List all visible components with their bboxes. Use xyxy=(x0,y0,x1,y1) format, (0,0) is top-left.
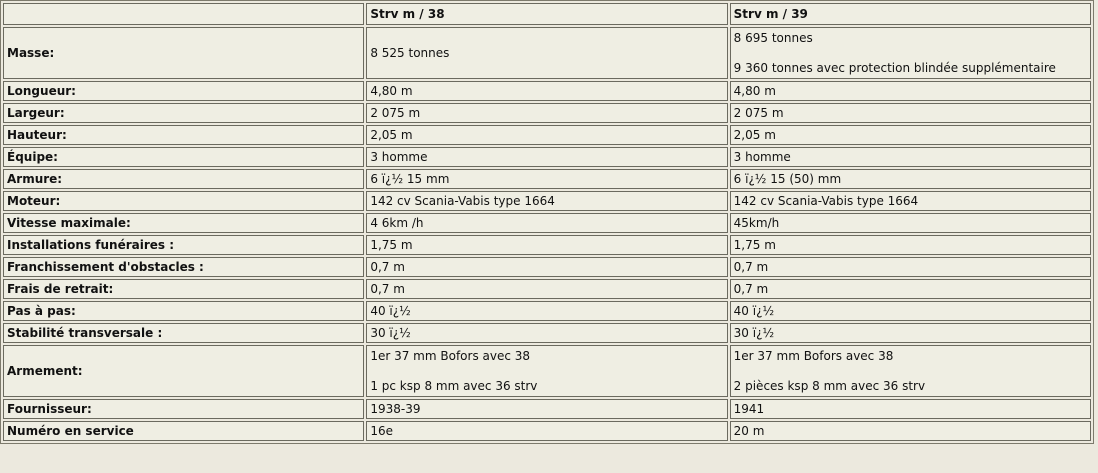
cell-text: 9 360 tonnes avec protection blindée supplémentaire xyxy=(733,61,1056,75)
cell-strv-m39 xyxy=(730,147,1091,167)
cell-strv-m39 xyxy=(730,323,1091,343)
row-label: Numéro en service xyxy=(3,421,364,441)
row-label: Installations funéraires : xyxy=(3,235,364,255)
cell-strv-m39 xyxy=(730,345,1091,397)
cell-text: 16e xyxy=(370,424,393,438)
table-row xyxy=(3,103,1091,123)
cell-text: 4 6km /h xyxy=(370,216,424,230)
cell-strv-m38 xyxy=(366,81,727,101)
row-label: Largeur: xyxy=(3,103,364,123)
row-label: Armement: xyxy=(3,345,364,397)
cell-text: 0,7 m xyxy=(370,260,405,274)
cell-text: 1er 37 mm Bofors avec 38 xyxy=(733,349,894,363)
cell-strv-m38 xyxy=(366,345,727,397)
table-row xyxy=(3,279,1091,299)
cell-text: 1938-39 xyxy=(370,402,421,416)
cell-strv-m39 xyxy=(730,27,1091,79)
table-row xyxy=(3,147,1091,167)
cell-strv-m39 xyxy=(730,399,1091,419)
cell-strv-m38 xyxy=(366,169,727,189)
cell-strv-m39 xyxy=(730,257,1091,277)
cell-strv-m38 xyxy=(366,27,727,79)
row-label: Fournisseur: xyxy=(3,399,364,419)
cell-strv-m39 xyxy=(730,103,1091,123)
cell-strv-m38 xyxy=(366,399,727,419)
row-label: Frais de retrait: xyxy=(3,279,364,299)
cell-text: 2 pièces ksp 8 mm avec 36 strv xyxy=(733,379,926,393)
cell-text: 30 ï¿½ xyxy=(370,326,411,340)
row-label: Masse: xyxy=(3,27,364,79)
table-row xyxy=(3,125,1091,145)
cell-text: 0,7 m xyxy=(370,282,405,296)
cell-text: 1 pc ksp 8 mm avec 36 strv xyxy=(370,379,538,393)
cell-text: 45km/h xyxy=(733,216,780,230)
cell-strv-m39 xyxy=(730,279,1091,299)
cell-text: 1,75 m xyxy=(733,238,776,252)
header-row xyxy=(3,3,1091,25)
cell-text: 40 ï¿½ xyxy=(370,304,411,318)
cell-strv-m39 xyxy=(730,421,1091,441)
cell-text: 4,80 m xyxy=(733,84,776,98)
row-label: Longueur: xyxy=(3,81,364,101)
cell-text: 4,80 m xyxy=(370,84,413,98)
cell-strv-m38 xyxy=(366,421,727,441)
cell-strv-m38 xyxy=(366,191,727,211)
cell-strv-m39 xyxy=(730,191,1091,211)
cell-strv-m39 xyxy=(730,235,1091,255)
cell-text: 30 ï¿½ xyxy=(733,326,775,340)
cell-strv-m39 xyxy=(730,213,1091,233)
header-strv-m38: Strv m / 38 xyxy=(366,3,727,25)
cell-text: 3 homme xyxy=(370,150,428,164)
table-row xyxy=(3,257,1091,277)
table-row xyxy=(3,213,1091,233)
cell-text: 3 homme xyxy=(733,150,791,164)
table-row xyxy=(3,323,1091,343)
cell-strv-m39 xyxy=(730,81,1091,101)
cell-text: 142 cv Scania-Vabis type 1664 xyxy=(370,194,555,208)
row-label: Équipe: xyxy=(3,147,364,167)
cell-strv-m38 xyxy=(366,257,727,277)
table-row xyxy=(3,399,1091,419)
cell-text: 2,05 m xyxy=(733,128,776,142)
table-row xyxy=(3,81,1091,101)
cell-strv-m38 xyxy=(366,103,727,123)
cell-strv-m39 xyxy=(730,169,1091,189)
cell-text: 2 075 m xyxy=(370,106,421,120)
cell-strv-m38 xyxy=(366,279,727,299)
cell-strv-m38 xyxy=(366,301,727,321)
row-label: Moteur: xyxy=(3,191,364,211)
specs-body xyxy=(3,27,1091,441)
cell-text: 2,05 m xyxy=(370,128,413,142)
table-row xyxy=(3,345,1091,397)
table-row xyxy=(3,27,1091,79)
cell-text: 20 m xyxy=(733,424,765,438)
table-row xyxy=(3,301,1091,321)
header-corner xyxy=(3,3,364,25)
cell-text: 0,7 m xyxy=(733,260,769,274)
cell-text: 40 ï¿½ xyxy=(733,304,775,318)
row-label: Armure: xyxy=(3,169,364,189)
row-label: Pas à pas: xyxy=(3,301,364,321)
cell-strv-m38 xyxy=(366,323,727,343)
cell-text: 6 ï¿½ 15 (50) mm xyxy=(733,172,842,186)
table-row xyxy=(3,191,1091,211)
cell-text: 0,7 m xyxy=(733,282,769,296)
cell-text: 1er 37 mm Bofors avec 38 xyxy=(370,349,531,363)
row-label: Stabilité transversale : xyxy=(3,323,364,343)
cell-text: 6 ï¿½ 15 mm xyxy=(370,172,450,186)
row-label: Hauteur: xyxy=(3,125,364,145)
cell-text: 8 695 tonnes xyxy=(733,31,813,45)
row-label: Franchissement d'obstacles : xyxy=(3,257,364,277)
cell-text: 142 cv Scania-Vabis type 1664 xyxy=(733,194,919,208)
cell-strv-m38 xyxy=(366,213,727,233)
cell-text: 1,75 m xyxy=(370,238,413,252)
cell-strv-m39 xyxy=(730,301,1091,321)
cell-strv-m38 xyxy=(366,125,727,145)
cell-strv-m38 xyxy=(366,147,727,167)
cell-strv-m39 xyxy=(730,125,1091,145)
cell-strv-m38 xyxy=(366,235,727,255)
table-row xyxy=(3,235,1091,255)
row-label: Vitesse maximale: xyxy=(3,213,364,233)
table-row xyxy=(3,421,1091,441)
cell-text: 1941 xyxy=(733,402,765,416)
header-strv-m39: Strv m / 39 xyxy=(730,3,1091,25)
table-row xyxy=(3,169,1091,189)
cell-text: 2 075 m xyxy=(733,106,784,120)
cell-text: 8 525 tonnes xyxy=(370,46,450,60)
